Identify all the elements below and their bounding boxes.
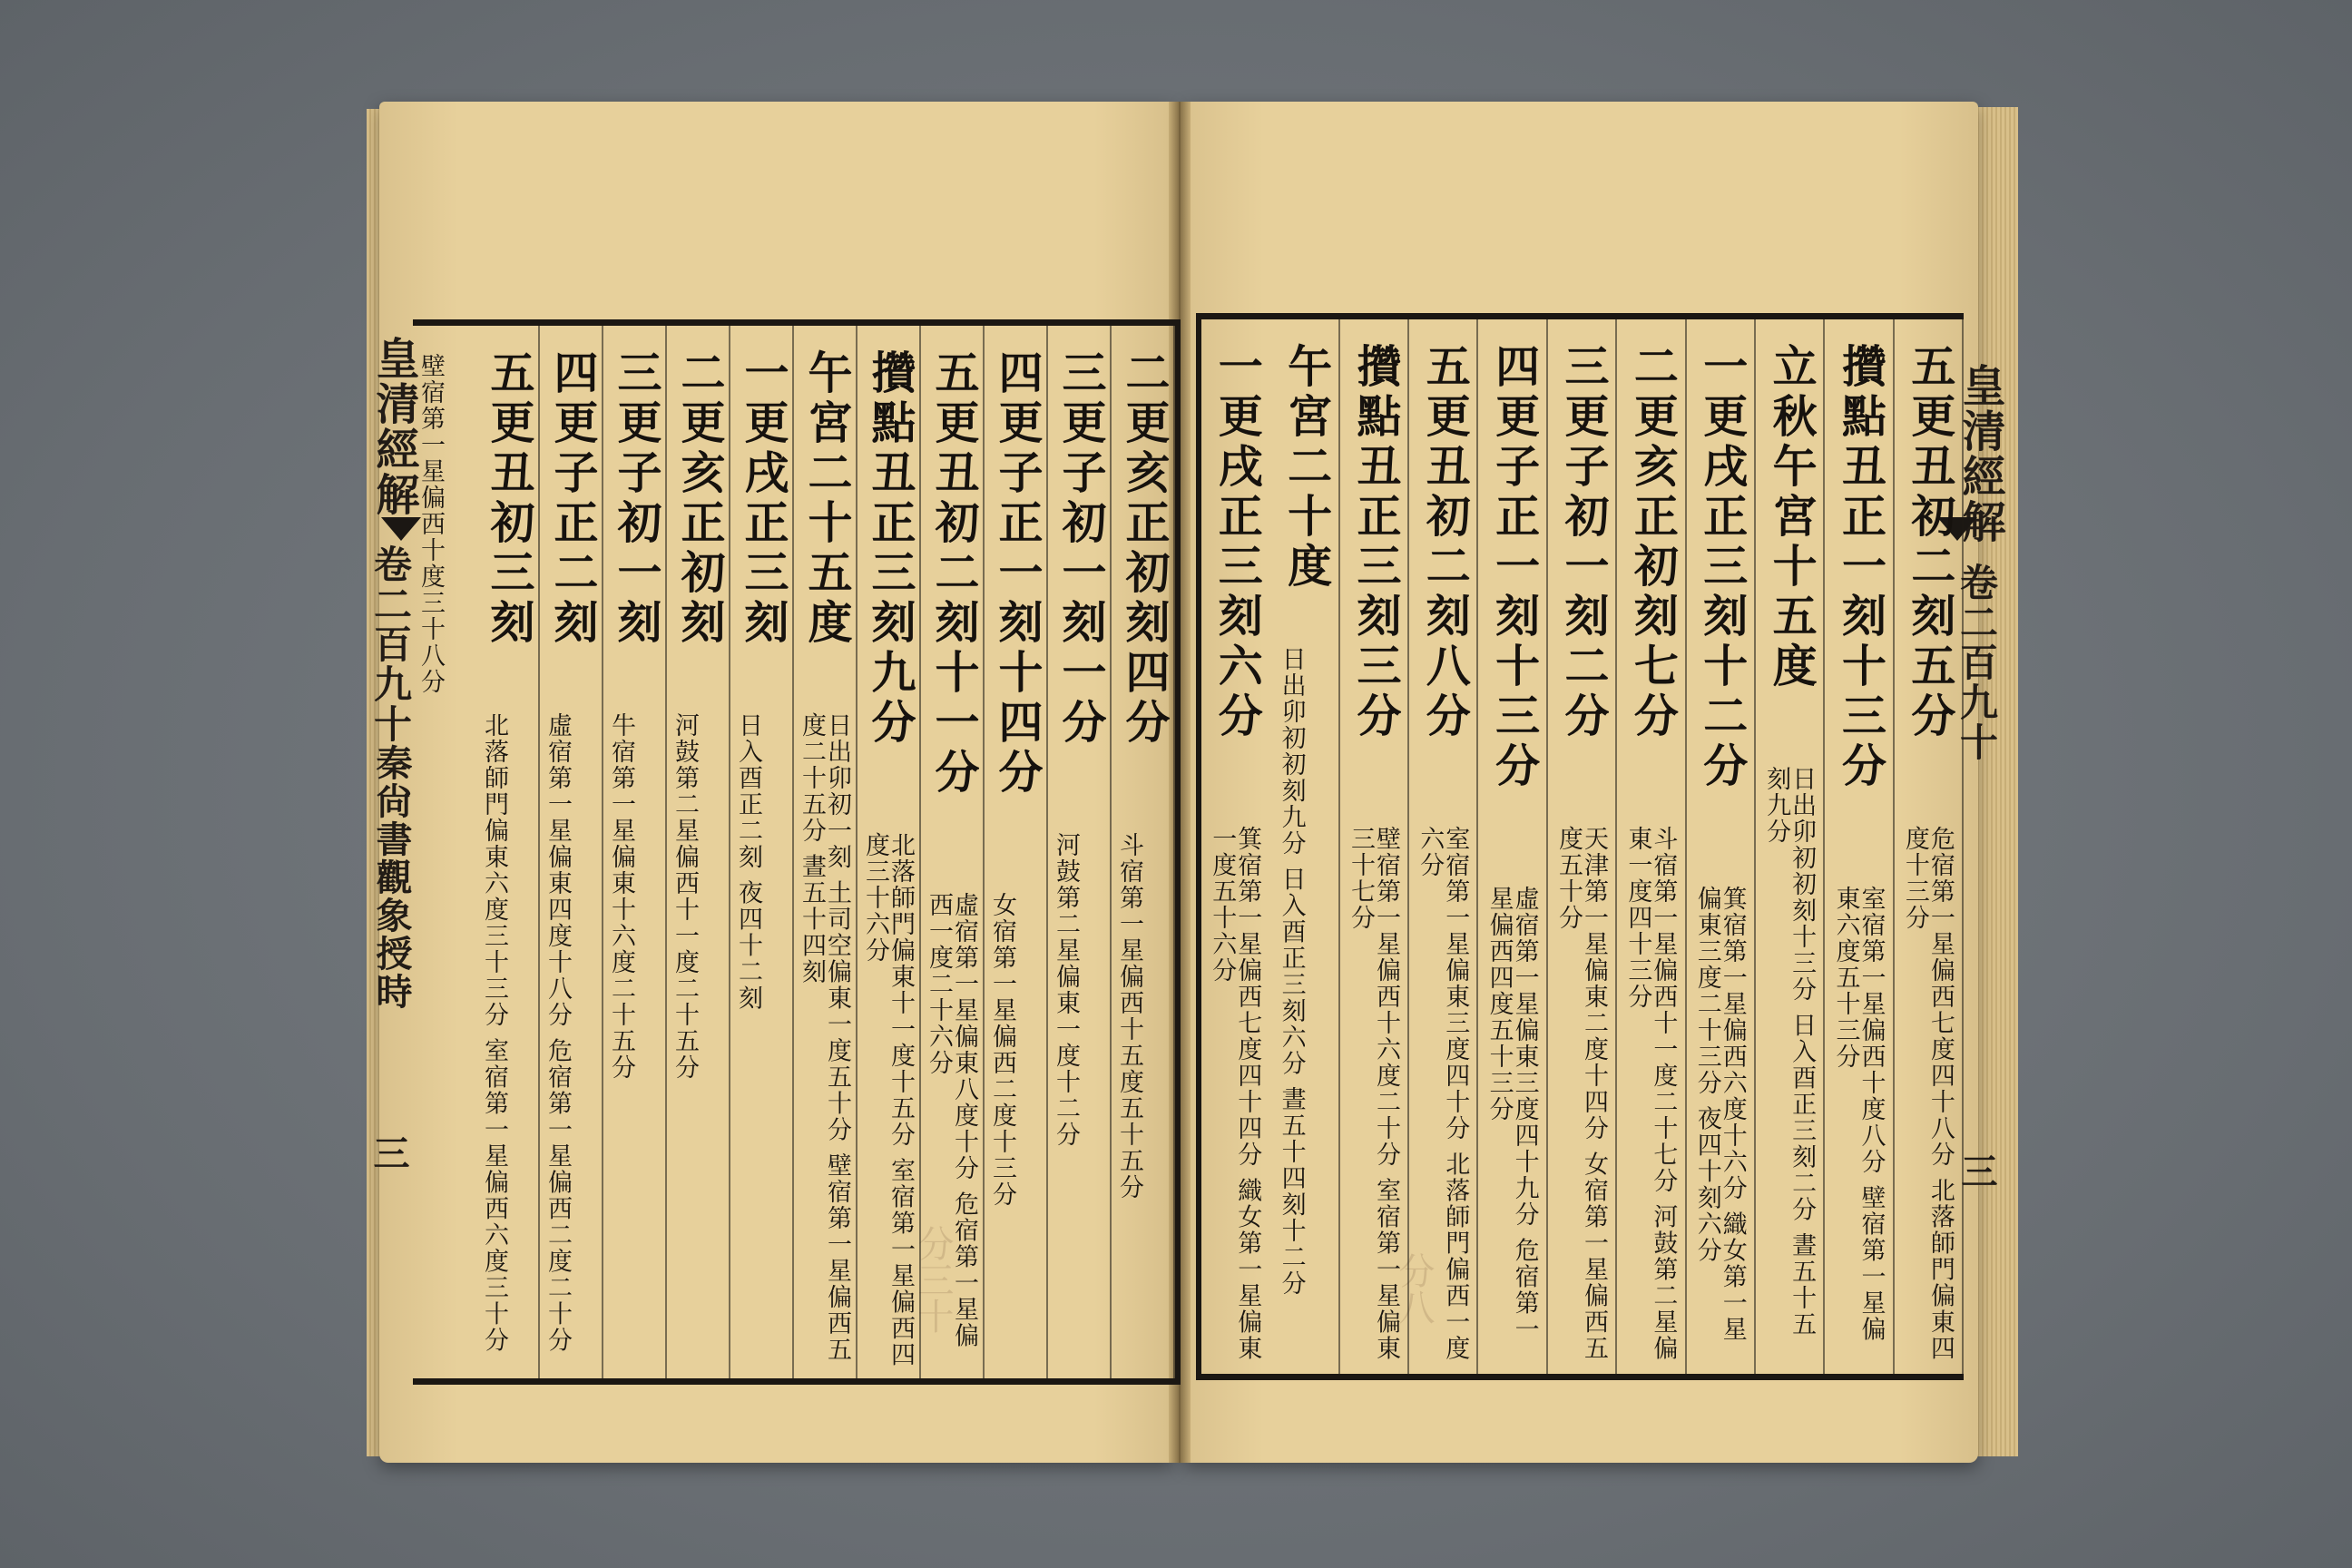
column-annotation: 北落師門偏東六度三十三分 室宿第一星偏西六度三十分 — [480, 712, 508, 1354]
right-page-edges — [1975, 107, 2018, 1456]
column-main-text: 二更亥正初刻 — [674, 349, 727, 649]
text-column — [667, 326, 730, 1378]
column-annotation: 日出卯初初刻十三分 日入酉正三刻二分 晝五十五刻九分 — [1762, 766, 1817, 1338]
column-main-text: 午宮二十度 — [1280, 343, 1334, 593]
text-column — [1048, 326, 1112, 1378]
column-main-text: 五更丑初二刻十一分 — [928, 349, 981, 799]
text-column — [1409, 319, 1478, 1374]
column-main-text: 二更亥正初刻四分 — [1119, 349, 1171, 749]
column-main-text: 攢點丑正三刻九分 — [865, 349, 917, 749]
left-columns — [413, 326, 1175, 1378]
column-annotation: 日出卯初一刻 土司空偏東一度五十分 壁宿第一星偏西五度二十五分 晝五十四刻 — [798, 712, 851, 1364]
text-column — [1617, 319, 1686, 1374]
column-annotation: 箕宿第一星偏西六度十六分 織女第一星偏東三度二十三分 夜四十刻六分 — [1692, 886, 1747, 1343]
show-through-text: 分三十 — [912, 1225, 954, 1334]
column-annotation: 室宿第一星偏東三度四十分 北落師門偏西一度六分 — [1416, 826, 1470, 1362]
text-column — [730, 326, 794, 1378]
text-column — [1340, 319, 1409, 1374]
text-column — [540, 326, 603, 1378]
text-column — [858, 326, 921, 1378]
column-main-text: 一更戌正三刻六分 — [1211, 343, 1265, 742]
column-annotation: 日入酉正二刻 夜四十二刻 — [734, 712, 762, 1012]
text-column — [1270, 319, 1339, 1374]
column-annotation: 壁宿第一星偏西十度三十八分 — [416, 353, 445, 695]
right-banxin-volume: 卷二百九十 — [1955, 563, 1999, 762]
column-annotation: 河鼓第二星偏東一度十二分 — [1052, 832, 1080, 1148]
column-main-text: 立秋午宮十五度 — [1766, 343, 1819, 692]
banxin-title: 皇清經解 — [1955, 363, 2005, 544]
column-main-text: 四更子正二刻 — [547, 349, 600, 649]
column-annotation: 日出卯初初刻九分 日入酉正三刻六分 晝五十四刻十二分 — [1277, 646, 1306, 1298]
text-column — [985, 326, 1048, 1378]
column-main-text: 二更亥正初刻七分 — [1627, 343, 1681, 742]
text-column — [1201, 319, 1270, 1374]
text-column — [1548, 319, 1617, 1374]
column-annotation: 危宿第一星偏西七度四十八分 北落師門偏東四度十三分 — [1900, 826, 1955, 1362]
column-annotation: 北落師門偏東十一度十五分 室宿第一星偏西四度三十六分 — [861, 832, 915, 1368]
column-annotation: 斗宿第一星偏西十一度二十七分 河鼓第二星偏東一度四十三分 — [1623, 826, 1678, 1362]
column-main-text: 五更丑初二刻五分 — [1904, 343, 1957, 742]
right-page-number: 三 — [1955, 1152, 1998, 1189]
column-main-text: 五更丑初二刻八分 — [1419, 343, 1473, 742]
left-page-number: 三 — [368, 1134, 410, 1171]
left-text-frame — [413, 319, 1181, 1385]
column-main-text: 四更子正一刻十三分 — [1488, 343, 1542, 792]
right-text-frame — [1196, 313, 1964, 1380]
left-banxin-book: 秦尙書觀象授時 — [370, 744, 413, 1011]
text-column — [603, 326, 667, 1378]
column-annotation: 虛宿第一星偏東三度四十九分 危宿第一星偏西四度五十三分 — [1485, 886, 1539, 1343]
column-main-text: 午宮二十五度 — [801, 349, 854, 649]
right-columns — [1201, 319, 1964, 1374]
column-main-text: 攢點丑正一刻十三分 — [1835, 343, 1888, 792]
text-column — [794, 326, 858, 1378]
column-annotation: 箕宿第一星偏西七度四十四分 織女第一星偏東一度五十六分 — [1208, 826, 1262, 1362]
column-main-text: 三更子初一刻 — [611, 349, 663, 649]
text-column — [1687, 319, 1756, 1374]
column-annotation: 女宿第一星偏西二度十三分 — [988, 892, 1016, 1208]
column-annotation: 牛宿第一星偏東十六度二十五分 — [607, 712, 635, 1081]
column-annotation: 虛宿第一星偏東八度十分 危宿第一星偏西一度二十六分 — [925, 892, 978, 1349]
column-annotation: 室宿第一星偏西十度八分 壁宿第一星偏東六度五十三分 — [1831, 886, 1886, 1343]
column-main-text: 一更戌正三刻十二分 — [1696, 343, 1749, 792]
column-main-text: 三更子初一刻二分 — [1558, 343, 1612, 742]
text-column — [1825, 319, 1894, 1374]
column-main-text: 攢點丑正三刻三分 — [1349, 343, 1403, 742]
text-column — [1478, 319, 1547, 1374]
text-column — [1756, 319, 1825, 1374]
column-main-text: 四更子正一刻十四分 — [992, 349, 1044, 799]
column-annotation: 天津第一星偏東二度十四分 女宿第一星偏西五度五十分 — [1554, 826, 1609, 1362]
column-main-text: 三更子初一刻一分 — [1055, 349, 1108, 749]
column-main-text: 一更戌正三刻 — [738, 349, 790, 649]
left-banxin-volume: 卷二百九十 — [368, 544, 413, 744]
show-through-text: 分八 — [1393, 1252, 1435, 1325]
column-annotation: 河鼓第二星偏西十一度二十五分 — [671, 712, 699, 1081]
text-column — [921, 326, 985, 1378]
column-annotation: 斗宿第一星偏西十五度五十五分 — [1115, 832, 1143, 1200]
column-main-text: 五更丑初三刻 — [484, 349, 536, 649]
column-annotation: 虛宿第一星偏東四度十八分 危宿第一星偏西二度二十分 — [544, 712, 572, 1354]
column-annotation: 壁宿第一星偏西十六度二十分 室宿第一星偏東三十七分 — [1346, 826, 1400, 1362]
banxin-title: 皇清經解 — [368, 336, 419, 517]
text-column — [476, 326, 540, 1378]
text-column — [1895, 319, 1964, 1374]
text-column — [413, 326, 476, 1378]
text-column — [1112, 326, 1175, 1378]
